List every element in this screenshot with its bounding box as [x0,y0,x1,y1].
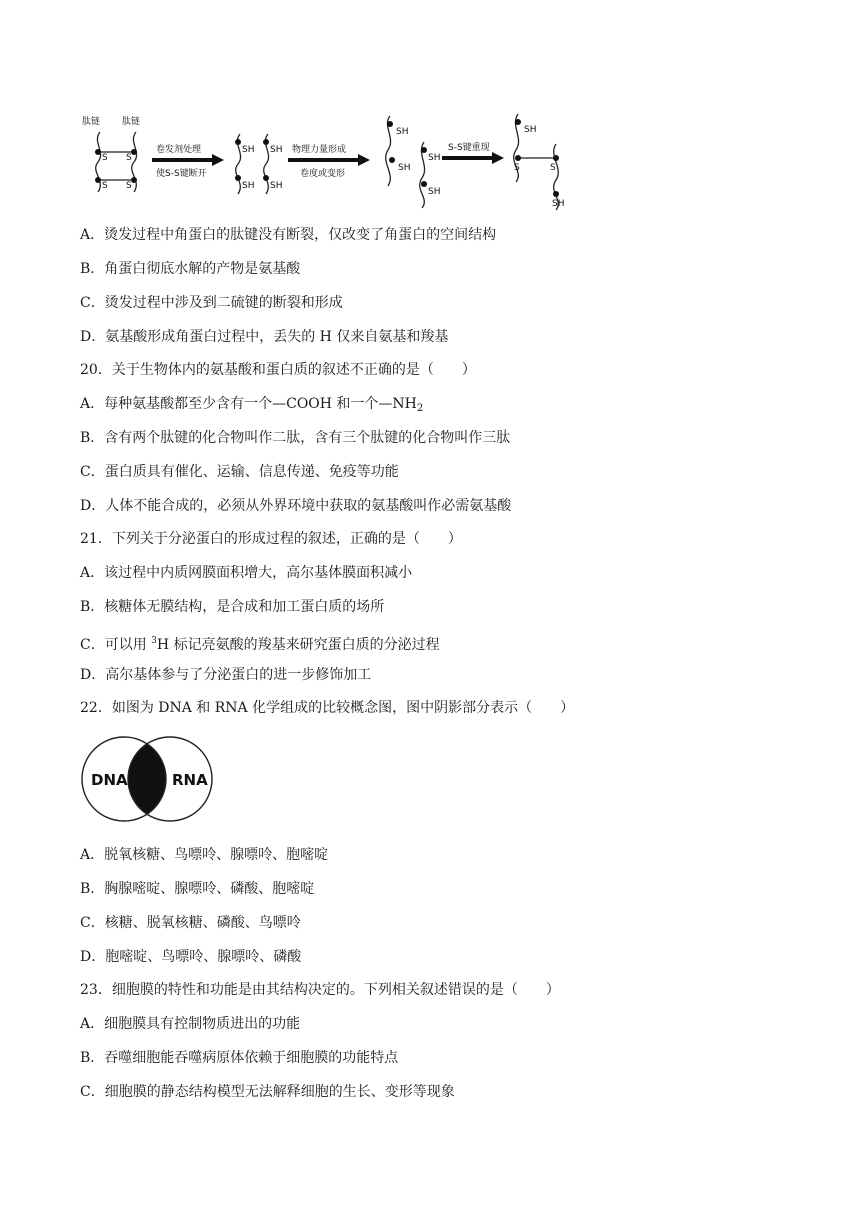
peptide-chain-left [96,132,101,192]
option-b: B．核糖体无膜结构，是合成和加工蛋白质的场所 [80,599,385,615]
option-b: B．吞噬细胞能吞噬病原体依赖于细胞膜的功能特点 [80,1050,399,1066]
perm-process-diagram [78,108,578,212]
option-c: C．核糖、脱氧核糖、磷酸、鸟嘌呤 [80,915,301,931]
svg-text:S: S [514,163,520,173]
svg-text:SH: SH [524,125,537,135]
svg-text:SH: SH [242,145,255,155]
option-b: B．胸腺嘧啶、腺嘌呤、磷酸、胞嘧啶 [80,881,315,897]
svg-text:S: S [126,153,132,163]
option-d: D．胞嘧啶、鸟嘌呤、腺嘌呤、磷酸 [80,949,302,965]
question-22-stem: 22．如图为 DNA 和 RNA 化学组成的比较概念图，图中阴影部分表示（ ） [80,700,575,716]
venn-label-dna: DNA [91,771,128,789]
dna-rna-venn-diagram [80,736,214,822]
svg-text:SH: SH [270,145,283,155]
svg-text:S: S [550,163,556,173]
svg-text:SH: SH [396,127,409,137]
option-b: B．角蛋白彻底水解的产物是氨基酸 [80,261,301,277]
svg-text:S: S [126,181,132,191]
option-a: A．烫发过程中角蛋白的肽键没有断裂，仅改变了角蛋白的空间结构 [80,227,497,243]
svg-text:SH: SH [428,187,441,197]
svg-text:卷度或变形: 卷度或变形 [300,169,346,179]
option-a: A．脱氧核糖、鸟嘌呤、腺嘌呤、胞嘧啶 [80,847,329,863]
svg-text:使S-S键断开: 使S-S键断开 [156,169,207,179]
question-23-stem: 23．细胞膜的特性和功能是由其结构决定的。下列相关叙述错误的是（ ） [80,982,560,998]
venn-label-rna: RNA [172,771,208,789]
svg-text:卷发剂处理: 卷发剂处理 [156,145,202,155]
option-c: C．蛋白质具有催化、运输、信息传递、免疫等功能 [80,464,399,480]
option-d: D．高尔基体参与了分泌蛋白的进一步修饰加工 [80,667,372,683]
svg-text:SH: SH [242,181,255,191]
option-d: D．氨基酸形成角蛋白过程中，丢失的 H 仅来自氨基和羧基 [80,329,449,345]
peptide-chain-right [132,132,137,192]
svg-text:SH: SH [398,163,411,173]
svg-text:S-S键重现: S-S键重现 [448,143,490,153]
svg-text:S: S [102,153,108,163]
question-21-stem: 21．下列关于分泌蛋白的形成过程的叙述，正确的是（ ） [80,531,462,547]
option-a: A．该过程中内质网膜面积增大，高尔基体膜面积减小 [80,565,413,581]
chain-label: 肽链 [82,117,101,127]
option-c: C．可以用 $^3$H 标记亮氨酸的羧基来研究蛋白质的分泌过程 [80,636,440,653]
question-20-stem: 20．关于生物体内的氨基酸和蛋白质的叙述不正确的是（ ） [80,362,476,378]
svg-text:SH: SH [270,181,283,191]
option-c: C．烫发过程中涉及到二硫键的断裂和形成 [80,295,343,311]
svg-text:物理力量形成: 物理力量形成 [292,145,347,155]
option-d: D．人体不能合成的，必须从外界环境中获取的氨基酸叫作必需氨基酸 [80,498,512,514]
svg-text:SH: SH [428,153,441,163]
svg-text:SH: SH [552,199,565,209]
svg-text:S: S [102,181,108,191]
chain-label: 肽链 [122,117,141,127]
option-c: C．细胞膜的静态结构模型无法解释细胞的生长、变形等现象 [80,1084,455,1100]
option-a: A．每种氨基酸都至少含有一个—COOH 和一个$—NH_2$ [80,396,424,414]
option-b: B．含有两个肽键的化合物叫作二肽，含有三个肽键的化合物叫作三肽 [80,430,511,446]
option-a: A．细胞膜具有控制物质进出的功能 [80,1016,301,1032]
